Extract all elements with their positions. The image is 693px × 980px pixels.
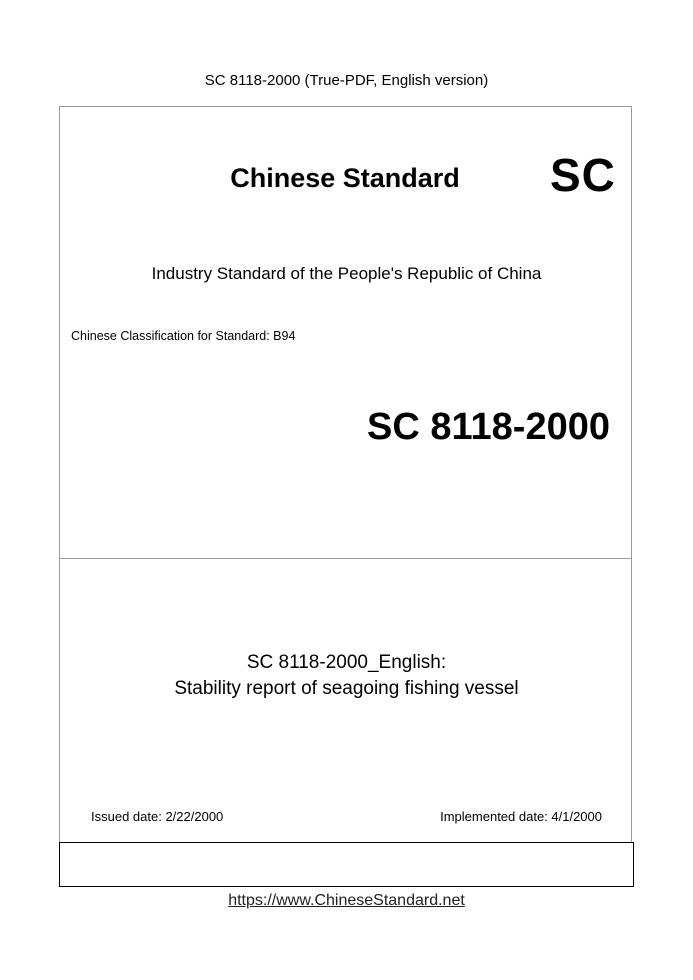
sc-badge: SC: [550, 149, 616, 201]
issued-date: Issued date: 2/22/2000: [91, 809, 224, 824]
document-title-line: Stability report of seagoing fishing vessel: [174, 678, 519, 699]
document-code-line: SC 8118-2000_English:: [246, 652, 447, 673]
classification-label: Chinese Classification for Standard: B94: [71, 329, 296, 343]
standard-number: SC 8118-2000: [367, 406, 610, 448]
industry-line: Industry Standard of the People's Republic of China: [151, 264, 542, 283]
cover-bottom-box: [59, 842, 634, 887]
implemented-date: Implemented date: 4/1/2000: [440, 809, 602, 824]
cover-title: Chinese Standard: [230, 163, 460, 193]
header-title: SC 8118-2000 (True-PDF, English version): [204, 72, 489, 89]
cover-middle-box: [59, 559, 632, 843]
footer-link[interactable]: https://www.ChineseStandard.net: [228, 892, 465, 909]
